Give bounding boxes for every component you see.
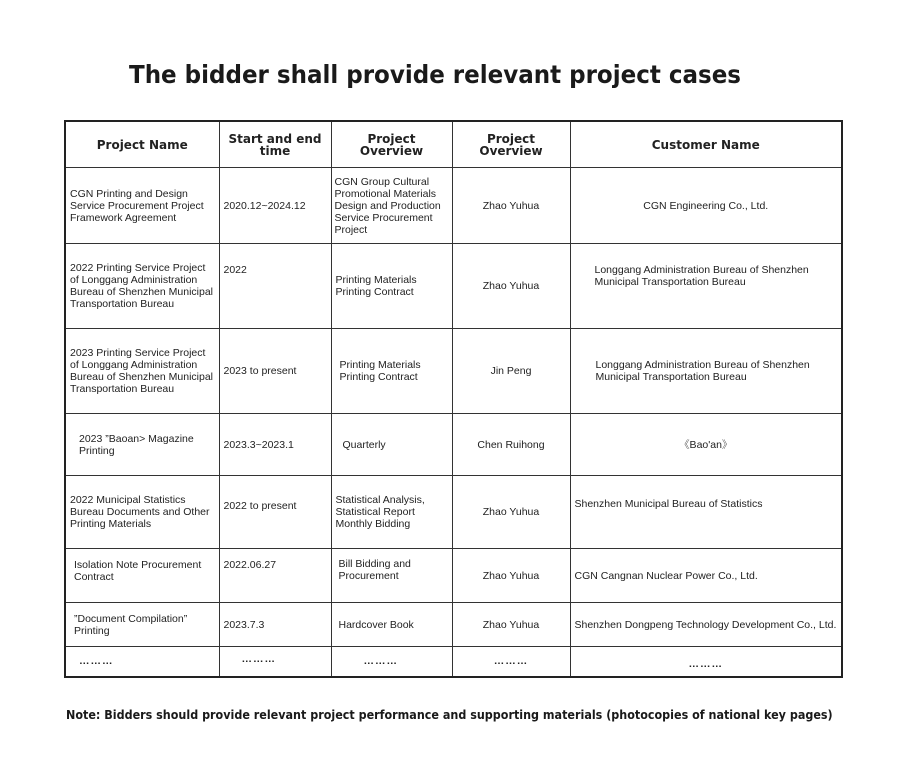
cell-person: Zhao Yuhua bbox=[452, 244, 570, 329]
header-customer-name: Customer Name bbox=[570, 121, 842, 168]
table-row bbox=[65, 414, 842, 476]
header-start-end-time: Start and end time bbox=[219, 121, 331, 168]
cell-person: Jin Peng bbox=[452, 329, 570, 414]
cell-ellipsis: ……… bbox=[331, 647, 452, 677]
table-header-row bbox=[65, 121, 842, 168]
cell-customer: CGN Cangnan Nuclear Power Co., Ltd. bbox=[570, 549, 842, 603]
cell-overview: Statistical Analysis, Statistical Report Monthly Bidding bbox=[331, 476, 452, 549]
cell-time: 2022 to present bbox=[219, 476, 331, 549]
cell-overview: Hardcover Book bbox=[331, 603, 452, 647]
cell-person: Chen Ruihong bbox=[452, 414, 570, 476]
cell-project-name: 2022 Municipal Statistics Bureau Documents and Other Printing Materials bbox=[65, 476, 219, 549]
cell-customer: Longgang Administration Bureau of Shenzhen Municipal Transportation Bureau bbox=[570, 244, 842, 329]
cell-overview: Quarterly bbox=[331, 414, 452, 476]
table-row bbox=[65, 244, 842, 329]
header-project-overview: Project Overview bbox=[331, 121, 452, 168]
cell-time: 2023.7.3 bbox=[219, 603, 331, 647]
cell-ellipsis: ……… bbox=[219, 647, 331, 677]
cell-project-name: Isolation Note Procurement Contract bbox=[65, 549, 219, 603]
cell-customer: CGN Engineering Co., Ltd. bbox=[570, 168, 842, 244]
cell-ellipsis: ……… bbox=[452, 647, 570, 677]
header-project-name: Project Name bbox=[65, 121, 219, 168]
table-row bbox=[65, 476, 842, 549]
footnote: Note: Bidders should provide relevant project performance and supporting materials (photocopies of national key pages) bbox=[66, 708, 833, 722]
table-row bbox=[65, 329, 842, 414]
cell-project-name: 2022 Printing Service Project of Longgang Administration Bureau of Shenzhen Municipal Transportation Bureau bbox=[65, 244, 219, 329]
table-row bbox=[65, 168, 842, 244]
cell-project-name: ”Document Compilation” Printing bbox=[65, 603, 219, 647]
cell-project-name: CGN Printing and Design Service Procurement Project Framework Agreement bbox=[65, 168, 219, 244]
cell-overview: CGN Group Cultural Promotional Materials Design and Production Service Procurement Project bbox=[331, 168, 452, 244]
cell-ellipsis: ……… bbox=[65, 647, 219, 677]
cell-person: Zhao Yuhua bbox=[452, 603, 570, 647]
table-row bbox=[65, 603, 842, 647]
cell-ellipsis: ……… bbox=[570, 647, 842, 677]
cell-customer: Longgang Administration Bureau of Shenzhen Municipal Transportation Bureau bbox=[570, 329, 842, 414]
cell-customer: Shenzhen Dongpeng Technology Development Co., Ltd. bbox=[570, 603, 842, 647]
cell-overview: Printing Materials Printing Contract bbox=[331, 244, 452, 329]
cell-project-name: 2023 Printing Service Project of Longgang Administration Bureau of Shenzhen Municipal Transportation Bureau bbox=[65, 329, 219, 414]
page-title: The bidder shall provide relevant project cases bbox=[128, 60, 741, 89]
cell-overview: Printing Materials Printing Contract bbox=[331, 329, 452, 414]
project-cases-table bbox=[64, 120, 843, 678]
cell-person: Zhao Yuhua bbox=[452, 549, 570, 603]
cell-customer: 《Bao'an》 bbox=[570, 414, 842, 476]
cell-person: Zhao Yuhua bbox=[452, 168, 570, 244]
cell-project-name: 2023 ”Baoan> Magazine Printing bbox=[65, 414, 219, 476]
table-row bbox=[65, 647, 842, 677]
cell-person: Zhao Yuhua bbox=[452, 476, 570, 549]
cell-time: 2023 to present bbox=[219, 329, 331, 414]
cell-customer: Shenzhen Municipal Bureau of Statistics bbox=[570, 476, 842, 549]
cell-overview: Bill Bidding and Procurement bbox=[331, 549, 452, 603]
cell-time: 2022 bbox=[219, 244, 331, 329]
header-project-overview-2: Project Overview bbox=[452, 121, 570, 168]
cell-time: 2022.06.27 bbox=[219, 549, 331, 603]
cell-time: 2023.3~2023.1 bbox=[219, 414, 331, 476]
cell-time: 2020.12~2024.12 bbox=[219, 168, 331, 244]
table-row bbox=[65, 549, 842, 603]
